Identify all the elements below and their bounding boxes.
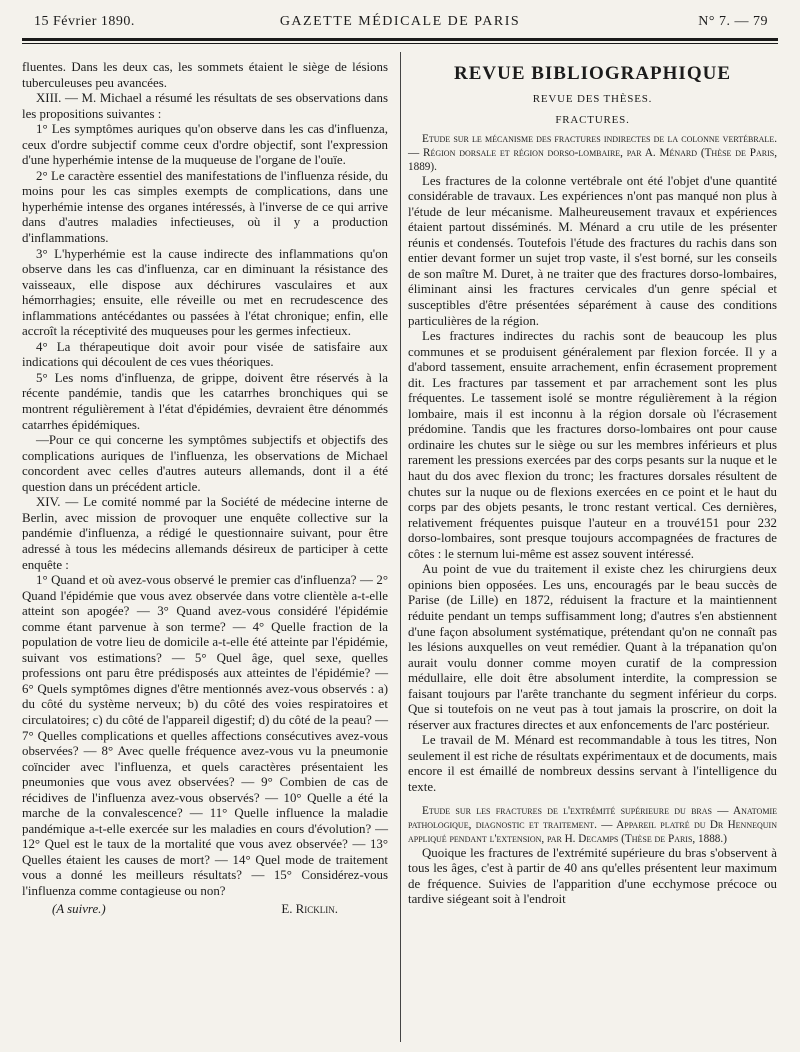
paragraph: 2° Le caractère essentiel des manifestations de l'influenza réside, du moins pour les cas simples exempts de complications, dans une hyperhémie intense des organes intéressés, à l'inverse de ce qui arrive dans d'autres maladies infectieuses, où il y a production d'inflammations. bbox=[22, 168, 388, 246]
header-date: 15 Février 1890. bbox=[34, 14, 135, 29]
paragraph: 3° L'hyperhémie est la cause indirecte des inflammations qu'on observe dans les cas d'influenza, car en diminuant la résistance des vaisseaux, elle dispose aux déchirures vasculaires et aux hémorrhagies; ensuite, elle réveille ou met en recrudescence des inflammations antécédantes ou passées à l'état chronique; enfin, elle accroît la réceptivité des muqueuses pour les germes infectieux. bbox=[22, 246, 388, 339]
left-column bbox=[22, 60, 388, 917]
paragraph: Au point de vue du traitement il existe chez les chirurgiens deux opinions bien opposées. Les uns, encouragés par le beau succès de Parise (de Lille) en 1872, réduisent la fracture et la maintiennent réduite pendant un temps suffisamment long; d'autres s'en abstiennent d'une façon absolument systématique, prétendant qu'on ne connaît pas les lésions auxquelles on veut remédier. Quant à la trépanation qu'on aurait voulu donner comme moyen curatif de la compression médullaire, elle doit être absolument interdite, la compression se faisant toujours par l'arête tranchante du segment inférieur du corps. Que si toutefois on ne veut pas à tout jamais la proscrire, on doit la réserver aux fractures directes et aux enfoncements de l'arc postérieur. bbox=[408, 562, 777, 732]
paragraph: 1° Les symptômes auriques qu'on observe dans les cas d'influenza, ceux d'ordre subjectif comme ceux d'ordre objectif, sont l'expression d'une hyperhémie intense de la muqueuse de l'organe de l'ouïe. bbox=[22, 122, 388, 168]
article-title: Etude sur le mécanisme des fractures indirectes de la colonne vertébrale. — Région dorsale et région dorso-lombaire, par A. Ménard (Thèse de Paris, 1889). bbox=[408, 132, 777, 173]
signature-line bbox=[22, 902, 388, 918]
paragraph: 4° La thérapeutique doit avoir pour visée de satisfaire aux indications qui découlent de ces vues théoriques. bbox=[22, 339, 388, 370]
page-header bbox=[22, 12, 778, 34]
journal-title: GAZETTE MÉDICALE DE PARIS bbox=[279, 14, 521, 29]
author-name: E. Ricklin. bbox=[281, 901, 338, 916]
paragraph: Les fractures de la colonne vertébrale ont été l'objet d'une quantité considérable de travaux. Les expériences n'ont pas manqué non plus à l'étude de leur mécanisme. Malheureusement travaux et expériences étaient partout disséminés. M. Ménard a cru utile de les présenter réunis et condensés. Toutefois l'étude des fractures du rachis dans son entier devant former un sujet trop vaste, il s'est borné, sur les conseils de son maître M. Duret, à ne traiter que des fractures dorso-lombaires, éliminant ainsi les fractures cervicales d'un genre spécial et susceptibles d'être présentées séparément à cause des conditions particulières de la région. bbox=[408, 173, 777, 328]
issue-number: N° 7. — 79 bbox=[698, 14, 768, 29]
paragraph: fluentes. Dans les deux cas, les sommets étaient le siège de lésions tuberculeuses peu avancées. bbox=[22, 60, 388, 90]
paragraph: —Pour ce qui concerne les symptômes subjectifs et objectifs des complications auriques de l'influenza, les observations de Michael concordent avec celles d'autres auteurs allemands, dont il a été question dans un précédent article. bbox=[22, 433, 388, 494]
paragraph: Quoique les fractures de l'extrémité supérieure du bras s'observent à tous les âges, c'est à partir de 40 ans qu'elles présentent leur maximum de fréquence. Suivies de l'apparition d'une ecchymose précoce ou tardive siégeant soit à l'endroit bbox=[408, 845, 777, 907]
paragraph: Les fractures indirectes du rachis sont de beaucoup les plus communes et se produisent généralement par flexion forcée. Il y a d'abord tassement, ensuite arrachement, enfin écrasement proprement dit. Les fractures par tassement et par arrachement sont les plus fréquentes. Le tassement isolé se montre régulièrement à la région lombaire, mais il est inconnu à la région dorsale où l'écrasement prédomine. Tandis que les fractures dorso-lombaires ont pour cause ordinaire les chutes sur le siège ou sur les membres inférieurs et plus rarement les pressions exercées par des corps pesants sur la nuque et le haut du dos avec flexion du tronc; les fractures dorsales résultent de chutes sur la nuque ou de flexions exercées en ce point et le haut du corps par des objets pesants, le tronc restant vertical. Ces dernières, relativement fréquentes puisque l'auteur en a trouvé151 pour 232 dorso-lombaires, sont presque toujours accompagnées de fractures de côtes : le sternum lui-même est assez souvent intéressé. bbox=[408, 329, 777, 561]
article-title: Etude sur les fractures de l'extrémité supérieure du bras — Anatomie pathologique, diagnostic et traitement. — Appareil platré du Dr Hennequin appliqué pendant l'extension, par H. Decamps (Thèse de Paris, 1888.) bbox=[408, 804, 777, 845]
paragraph: XIII. — M. Michael a résumé les résultats de ses observations dans les propositions suivantes : bbox=[22, 91, 388, 121]
paragraph: 1° Quand et où avez-vous observé le premier cas d'influenza? — 2° Quand l'épidémie que vous avez observée dans votre clientèle a-t-elle atteint son apogée? — 3° Quand avez-vous considéré l'épidémie comme étant parvenue à son terme? — 4° Quelle fraction de la population de votre lieu de domicile a-t-elle été atteinte par l'épidémie, suivant vos estimations? — 5° Quel âge, quel sexe, quelles professions ont paru être prédisposés aux atteintes de l'épidémie? — 6° Quels symptômes dignes d'être mentionnés avez-vous observés : a) du côté du système nerveux; b) du côté des voies respiratoires et circulatoires; c) du côté de l'appareil digestif; d) du côté de la peau? — 7° Quelles complications et quelles affections consécutives avez-vous observées? — 8° Avec quelle fréquence avez-vous vu la pneumonie coïncider avec l'influenza, et quels caractères présentaient les pneumonies que vous avez observées? — 9° Combien de cas de récidives de l'influenza avez-vous observés? — 10° Quelle a été la marche de la convalescence? — 11° Quelle influence la maladie pandémique a-t-elle exercée sur les maladies en cours d'évolution? — 12° Quel est le taux de la mortalité que vous avez observée? — 13° Quelles étaient les causes de mort? — 14° Quel mode de traitement vous a donné les meilleurs résultats? — 15° Considérez-vous l'influenza comme contagieuse ou non? bbox=[22, 573, 388, 898]
subsection-heading: REVUE DES THÈSES. bbox=[532, 92, 653, 105]
header-rule bbox=[22, 38, 778, 41]
section-heading: REVUE BIBLIOGRAPHIQUE bbox=[453, 63, 732, 84]
header-rule-thin bbox=[22, 43, 778, 44]
paragraph: XIV. — Le comité nommé par la Société de médecine interne de Berlin, avec mission de provoquer une enquête collective sur la pandémie d'influenza, a rédigé le questionnaire suivant, pour être adressé à tous les médecins allemands désireux de participer à cette enquête : bbox=[22, 495, 388, 572]
paragraph: Le travail de M. Ménard est recommandable à tous les titres, Non seulement il est riche de résultats expérimentaux et de documents, mais encore il est émaillé de nombreux dessins servant à l'intelligence du texte. bbox=[408, 733, 777, 794]
paragraph: 5° Les noms d'influenza, de grippe, doivent être réservés à la récente pandémie, tandis que les catarrhes bronchiques qui se montrent régulièrement à l'état d'épidémies, devraient être dénommés catarrhes épidémiques. bbox=[22, 370, 388, 432]
right-column bbox=[408, 60, 777, 908]
spacer bbox=[408, 796, 777, 804]
topic-heading: FRACTURES. bbox=[555, 114, 630, 127]
to-be-continued: (A suivre.) bbox=[52, 901, 106, 916]
column-divider bbox=[400, 52, 401, 1042]
